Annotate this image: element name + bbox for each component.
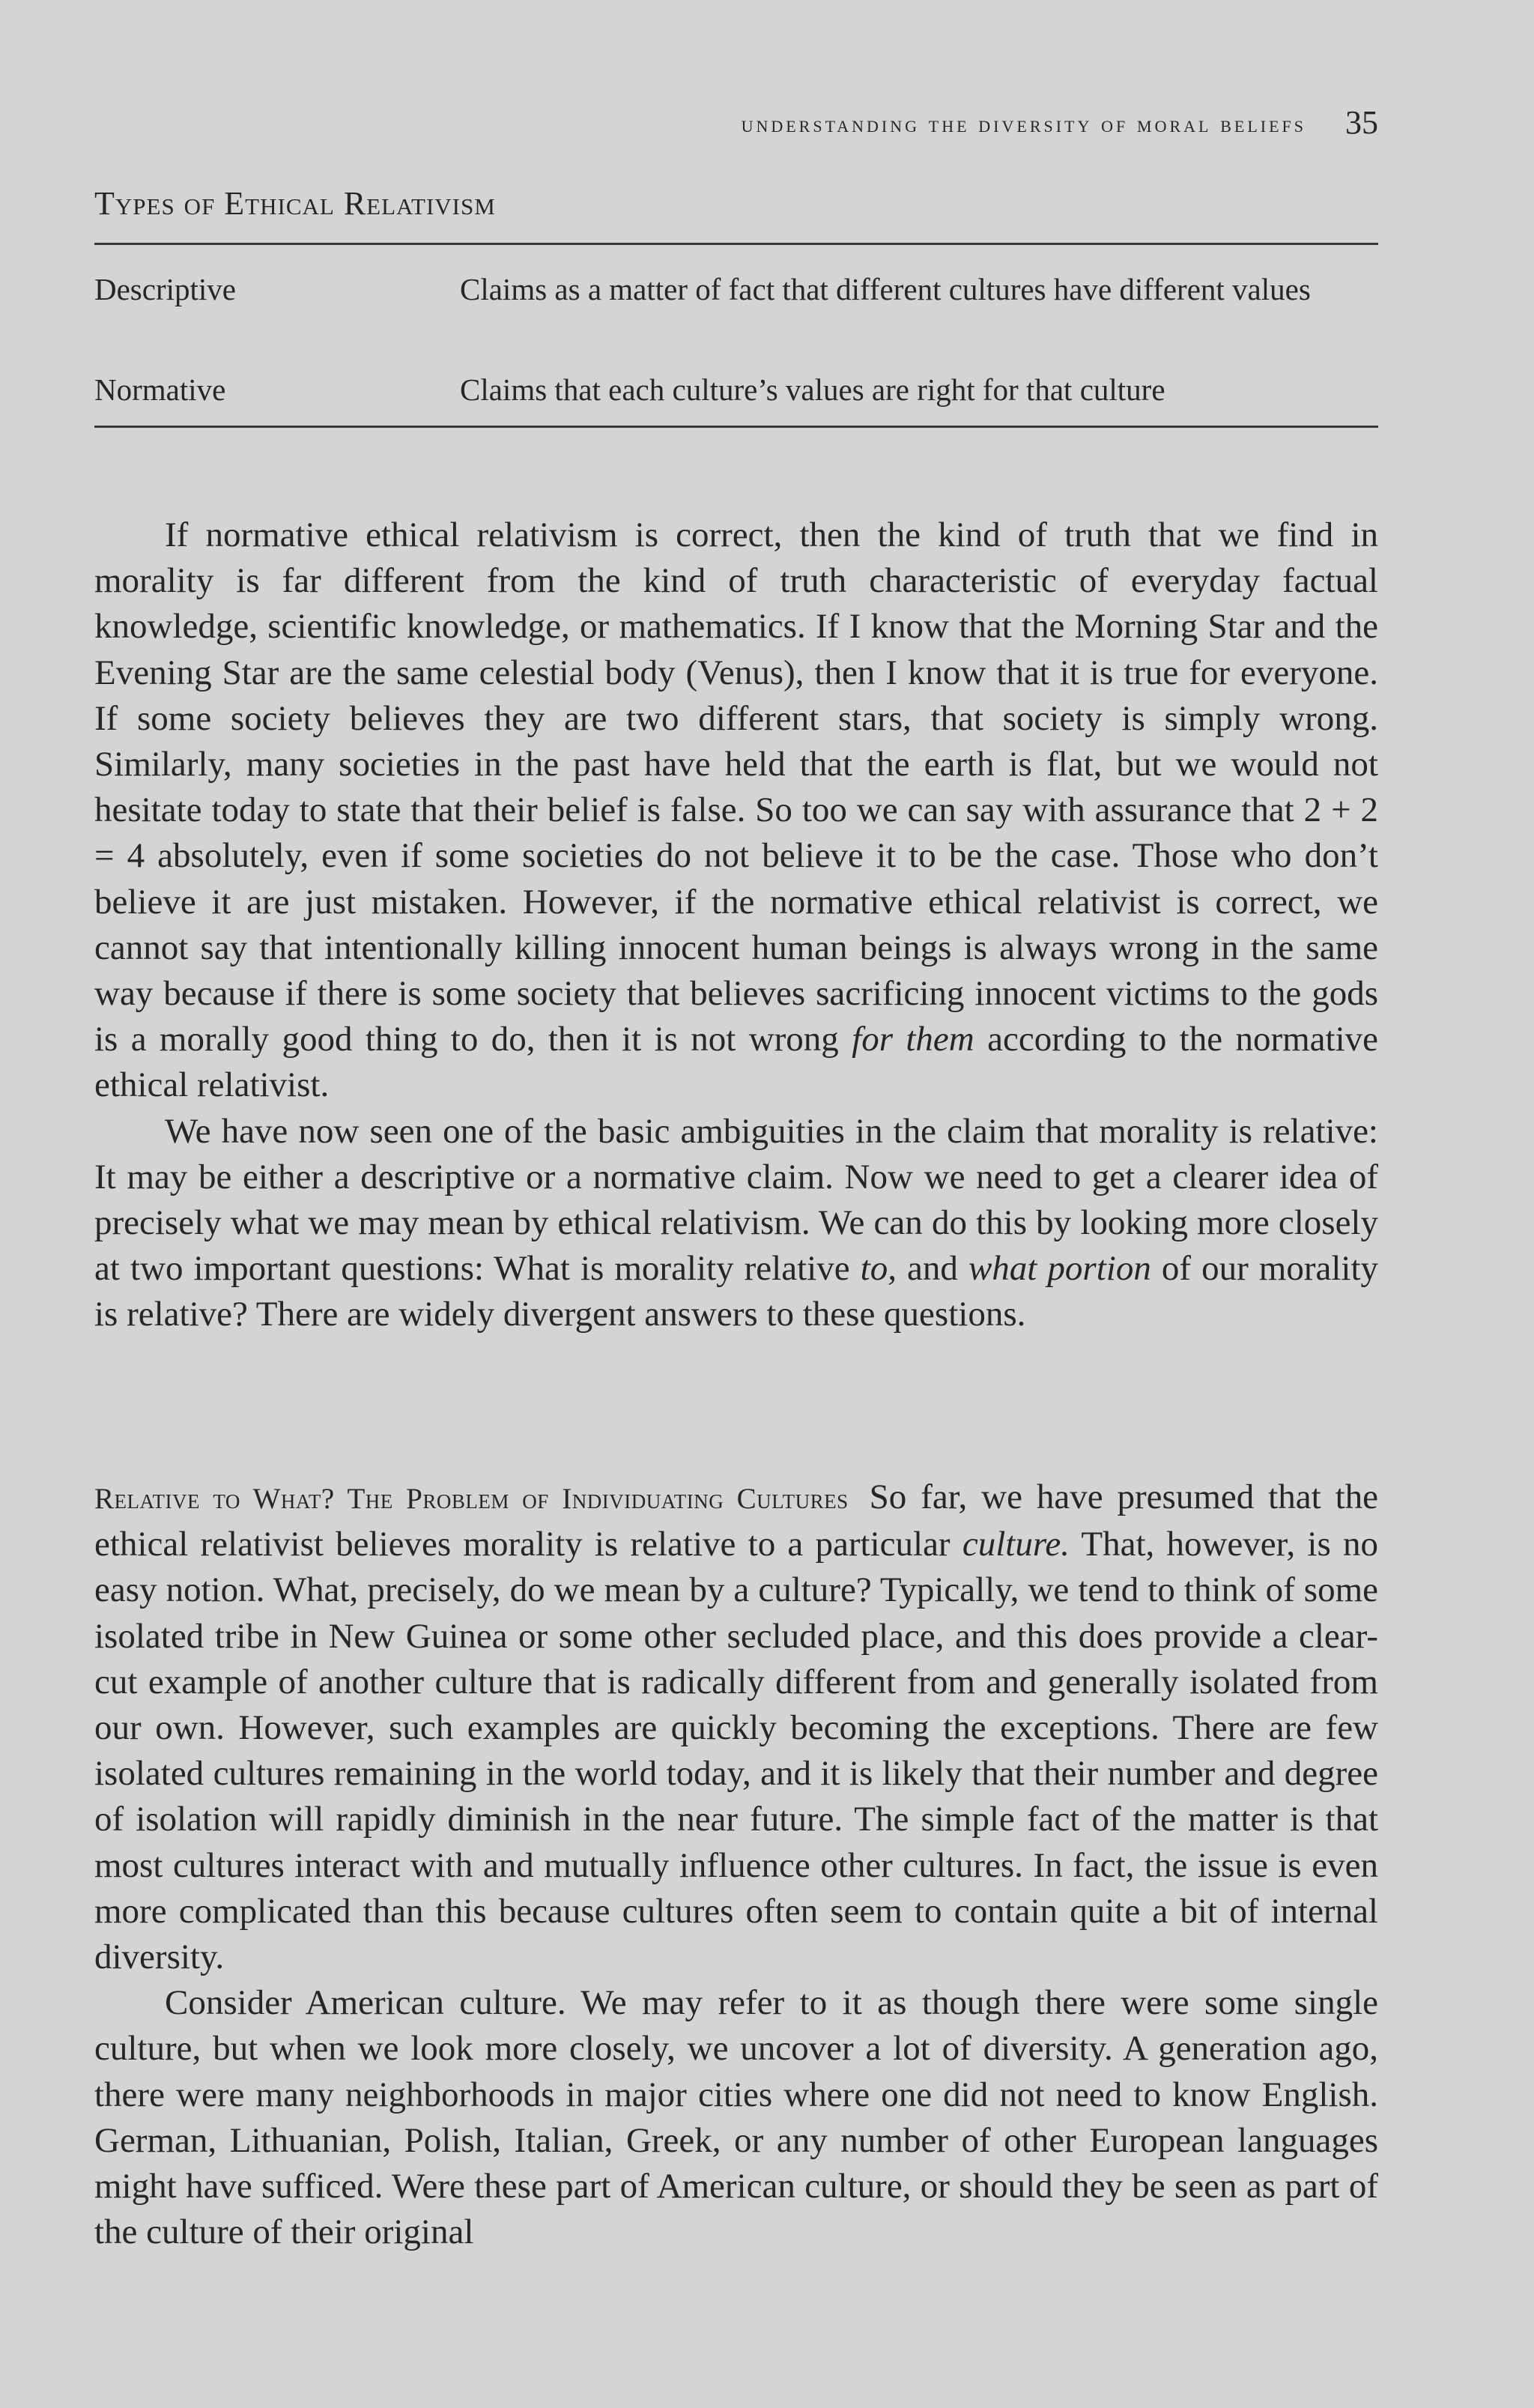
paragraph-text: If normative ethical relativism is correct, then the kind of truth that we find in morality is far different from the kind of truth characteristic of everyday factual knowledge, scientific knowledge, or mathematics. If I know that the Morning Star and the Evening Star are the same celestial body (Venus), then I know that it is true for everyone. If some society believes they are two different stars, that society is simply wrong. Similarly, many societies in the past have held that the earth is flat, but we would not hesitate today to state that their belief is false. So too we can say with assurance that 2 + 2 = 4 absolutely, even if some societies do not believe it to be the case. Those who don’t believe it are just mistaken. However, if the normative ethical relativist is correct, we cannot say that intentionally killing innocent human beings is always wrong in the same way because if there is some society that believes sacrificing innocent victims to the gods is a morally good thing to do, then it is not wrong [94, 515, 1378, 1059]
paragraph-text: and [907, 1249, 958, 1289]
paragraph-normative-truth [94, 512, 1378, 1109]
emphasis-text: what portion [968, 1249, 1151, 1289]
body-section-cultures [94, 1474, 1378, 2255]
paragraph-individuating-cultures [94, 1474, 1378, 1980]
emphasis-text: to, [860, 1249, 897, 1289]
table-bottom-rule [94, 426, 1378, 428]
emphasis-text: for them [852, 1020, 974, 1059]
paragraph-text: according to the normative ethical relativist. [94, 1020, 1379, 1105]
table-definition: Claims as a matter of fact that different cultures have different values [460, 272, 1311, 306]
paragraph-american-culture [94, 1980, 1378, 2255]
emphasis-text: culture. [962, 1525, 1070, 1564]
body-section-relativism [94, 512, 1378, 1338]
table-top-rule [94, 243, 1378, 245]
paragraph-text: So far, we have presumed that the ethical relativist believes morality is relative to a particular [94, 1477, 1378, 1564]
page-number: 35 [1345, 104, 1378, 141]
table-definition: Claims that each culture’s values are right for that culture [460, 372, 1165, 407]
section-heading: Relative to What? The Problem of Individuating Cultures [94, 1483, 849, 1515]
table-term: Normative [94, 372, 226, 407]
table-term: Descriptive [94, 272, 236, 306]
paragraph-text: That, however, is no easy notion. What, precisely, do we mean by a culture? Typically, we tend to think of some isolated tribe in New Guinea or some other secluded place, and this does provide a clear-cut example of another culture that is radically different from and generally isolated from our own. However, such examples are quickly becoming the exceptions. There are few isolated cultures remaining in the world today, and it is likely that their number and degree of isolation will rapidly diminish in the near future. The simple fact of the matter is that most cultures interact with and mutually influence other cultures. In fact, the issue is even more complicated than this because cultures often seem to contain quite a bit of internal diversity. [94, 1525, 1378, 1977]
paragraph-ambiguities [94, 1109, 1378, 1338]
paragraph-text: of our morality is relative? There are widely divergent answers to these questions. [94, 1249, 1379, 1334]
running-head [94, 103, 1378, 148]
paragraph-text: Consider American culture. We may refer to it as though there were some single culture, but when we look more closely, we uncover a lot of diversity. A generation ago, there were many neighborhoods in major cities where one did not need to know English. German, Lithuanian, Polish, Italian, Greek, or any number of other European languages might have sufficed. Were these part of American culture, or should they be seen as part of the culture of their original [94, 1983, 1378, 2252]
running-head-title: understanding the diversity of moral beliefs [741, 111, 1306, 137]
table-title: Types of Ethical Relativism [94, 185, 496, 222]
paragraph-text: We have now seen one of the basic ambiguities in the claim that morality is relative: It may be either a descriptive or a normative claim. Now we need to get a clearer idea of precisely what we may mean by ethical relativism. We can do this by looking more closely at two important questions: What is morality relative [94, 1111, 1378, 1289]
